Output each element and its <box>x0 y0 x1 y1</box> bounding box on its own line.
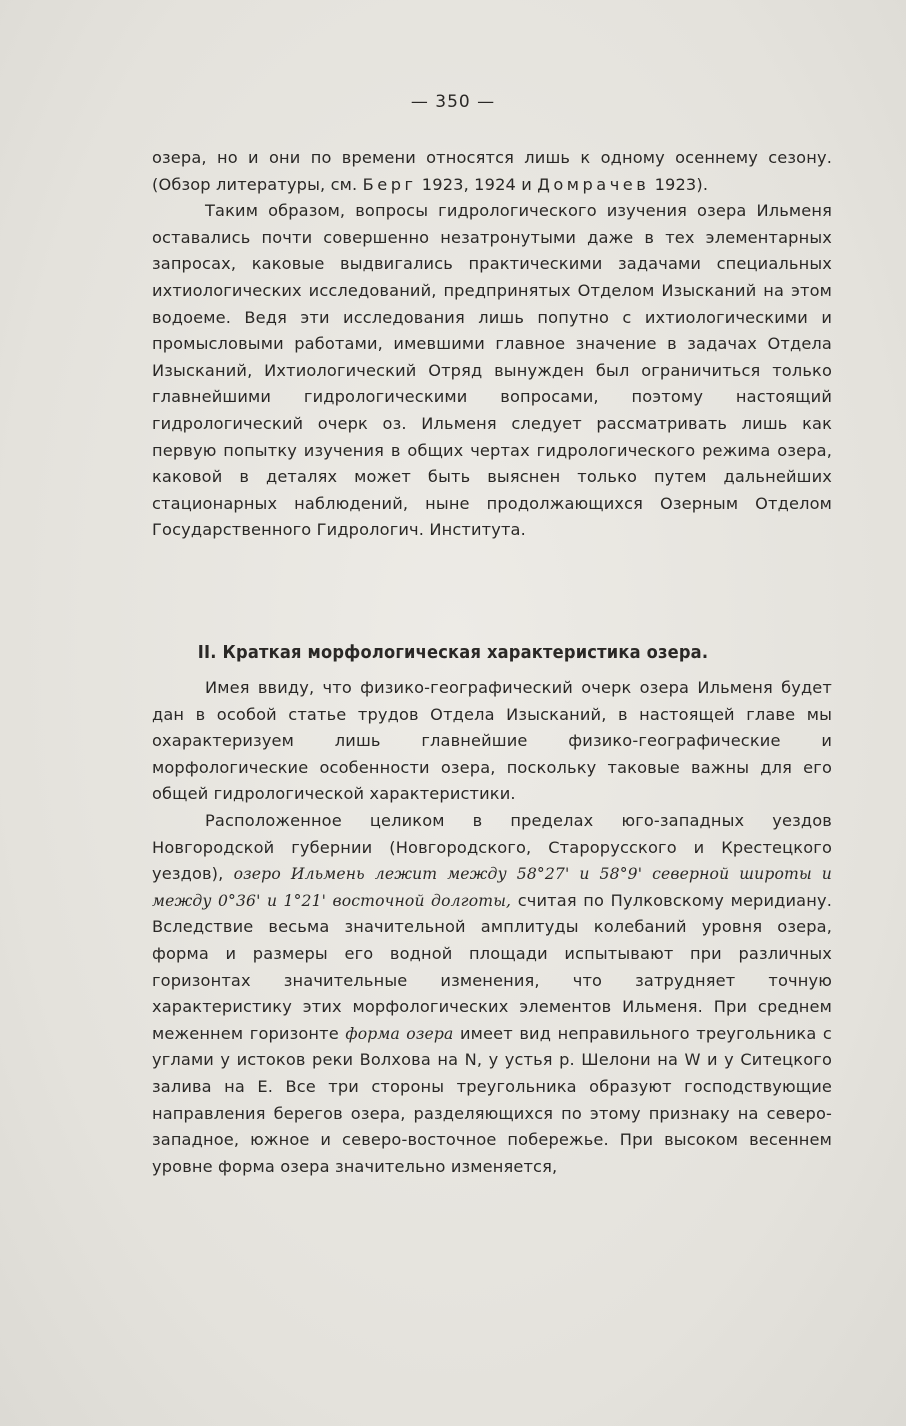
paragraph: Имея ввиду, что физико-географический очерк озера Ильменя будет дан в особой статье трудов Отдела Изысканий, в настоящей главе мы охарактеризуем лишь главнейшие физико-географические и морфологические особенности озера, поскольку таковые важны для его общей гидрологической характеристики. <box>152 678 832 804</box>
italic-coordinates: озеро Ильмень лежит между 58°27' и 58°9' северной широты и между 0°36' и 1°21' восточной долготы, <box>152 865 832 910</box>
section-text-block <box>152 675 832 1180</box>
author-name-domrachev: Домрачев <box>537 174 650 194</box>
text-run: имеет вид неправильного треугольника с углами у истоков реки Волхова на N, у устья р. Шелони на W и у Ситецкого залива на E. Все три стороны треугольника образуют господствующие направления берегов озера, разделяющихся по этому признаку на северо-западное, южное и северо-восточное побережье. При высоком весеннем уровне форма озера значительно изменяется, <box>152 1023 832 1176</box>
text-run: озера, но и они по времени относятся лишь к одному осеннему сезону. (Обзор литературы, см. <box>152 148 832 194</box>
paragraph: Таким образом, вопросы гидрологического изучения озера Ильменя оставались почти совершенно незатронутыми даже в тех элементарных запросах, каковые выдвигались практическими задачами специальных ихтиологических исследований, предпринятых Отделом Изысканий на этом водоеме. Ведя эти исследования лишь попутно с ихтиологическими и промысловыми работами, имевшими главное значение в задачах Отдела Изысканий, Ихтиологический Отряд вынужден был ограничиться только главнейшими гидрологическими вопросами, поэтому настоящий гидрологический очерк оз. Ильменя следует рассматривать лишь как первую попытку изучения в общих чертах гидрологического режима озера, каковой в деталях может быть выяснен только путем дальнейших стационарных наблюдений, ныне продолжающихся Озерным Отделом Государственного Гидрологич. Института. <box>152 201 832 540</box>
paragraph-continuation <box>152 145 832 198</box>
italic-term: форма озера <box>345 1024 454 1043</box>
text-run: Расположенное целиком в пределах юго-западных уездов Новгородской губернии (Новгородского, Старорусского и Крестецкого уездов), <box>152 810 832 884</box>
text-run: 1923, 1924 и <box>416 174 538 194</box>
intro-text-block <box>152 145 832 544</box>
section-heading: II. Краткая морфологическая характеристика озера. <box>197 643 709 663</box>
text-run: считая по Пулковскому меридиану. Вследствие весьма значительной амплитуды колебаний уровня озера, форма и размеры его водной площади испытывают при различных горизонтах значительные изменения, что затрудняет точную характеристику этих морфологических элементов Ильменя. При среднем меженнем горизонте <box>152 890 832 1043</box>
text-run: 1923). <box>649 174 709 194</box>
paragraph <box>152 808 832 1180</box>
page-number: — 350 — <box>410 92 496 112</box>
author-name-berg: Берг <box>362 174 417 194</box>
